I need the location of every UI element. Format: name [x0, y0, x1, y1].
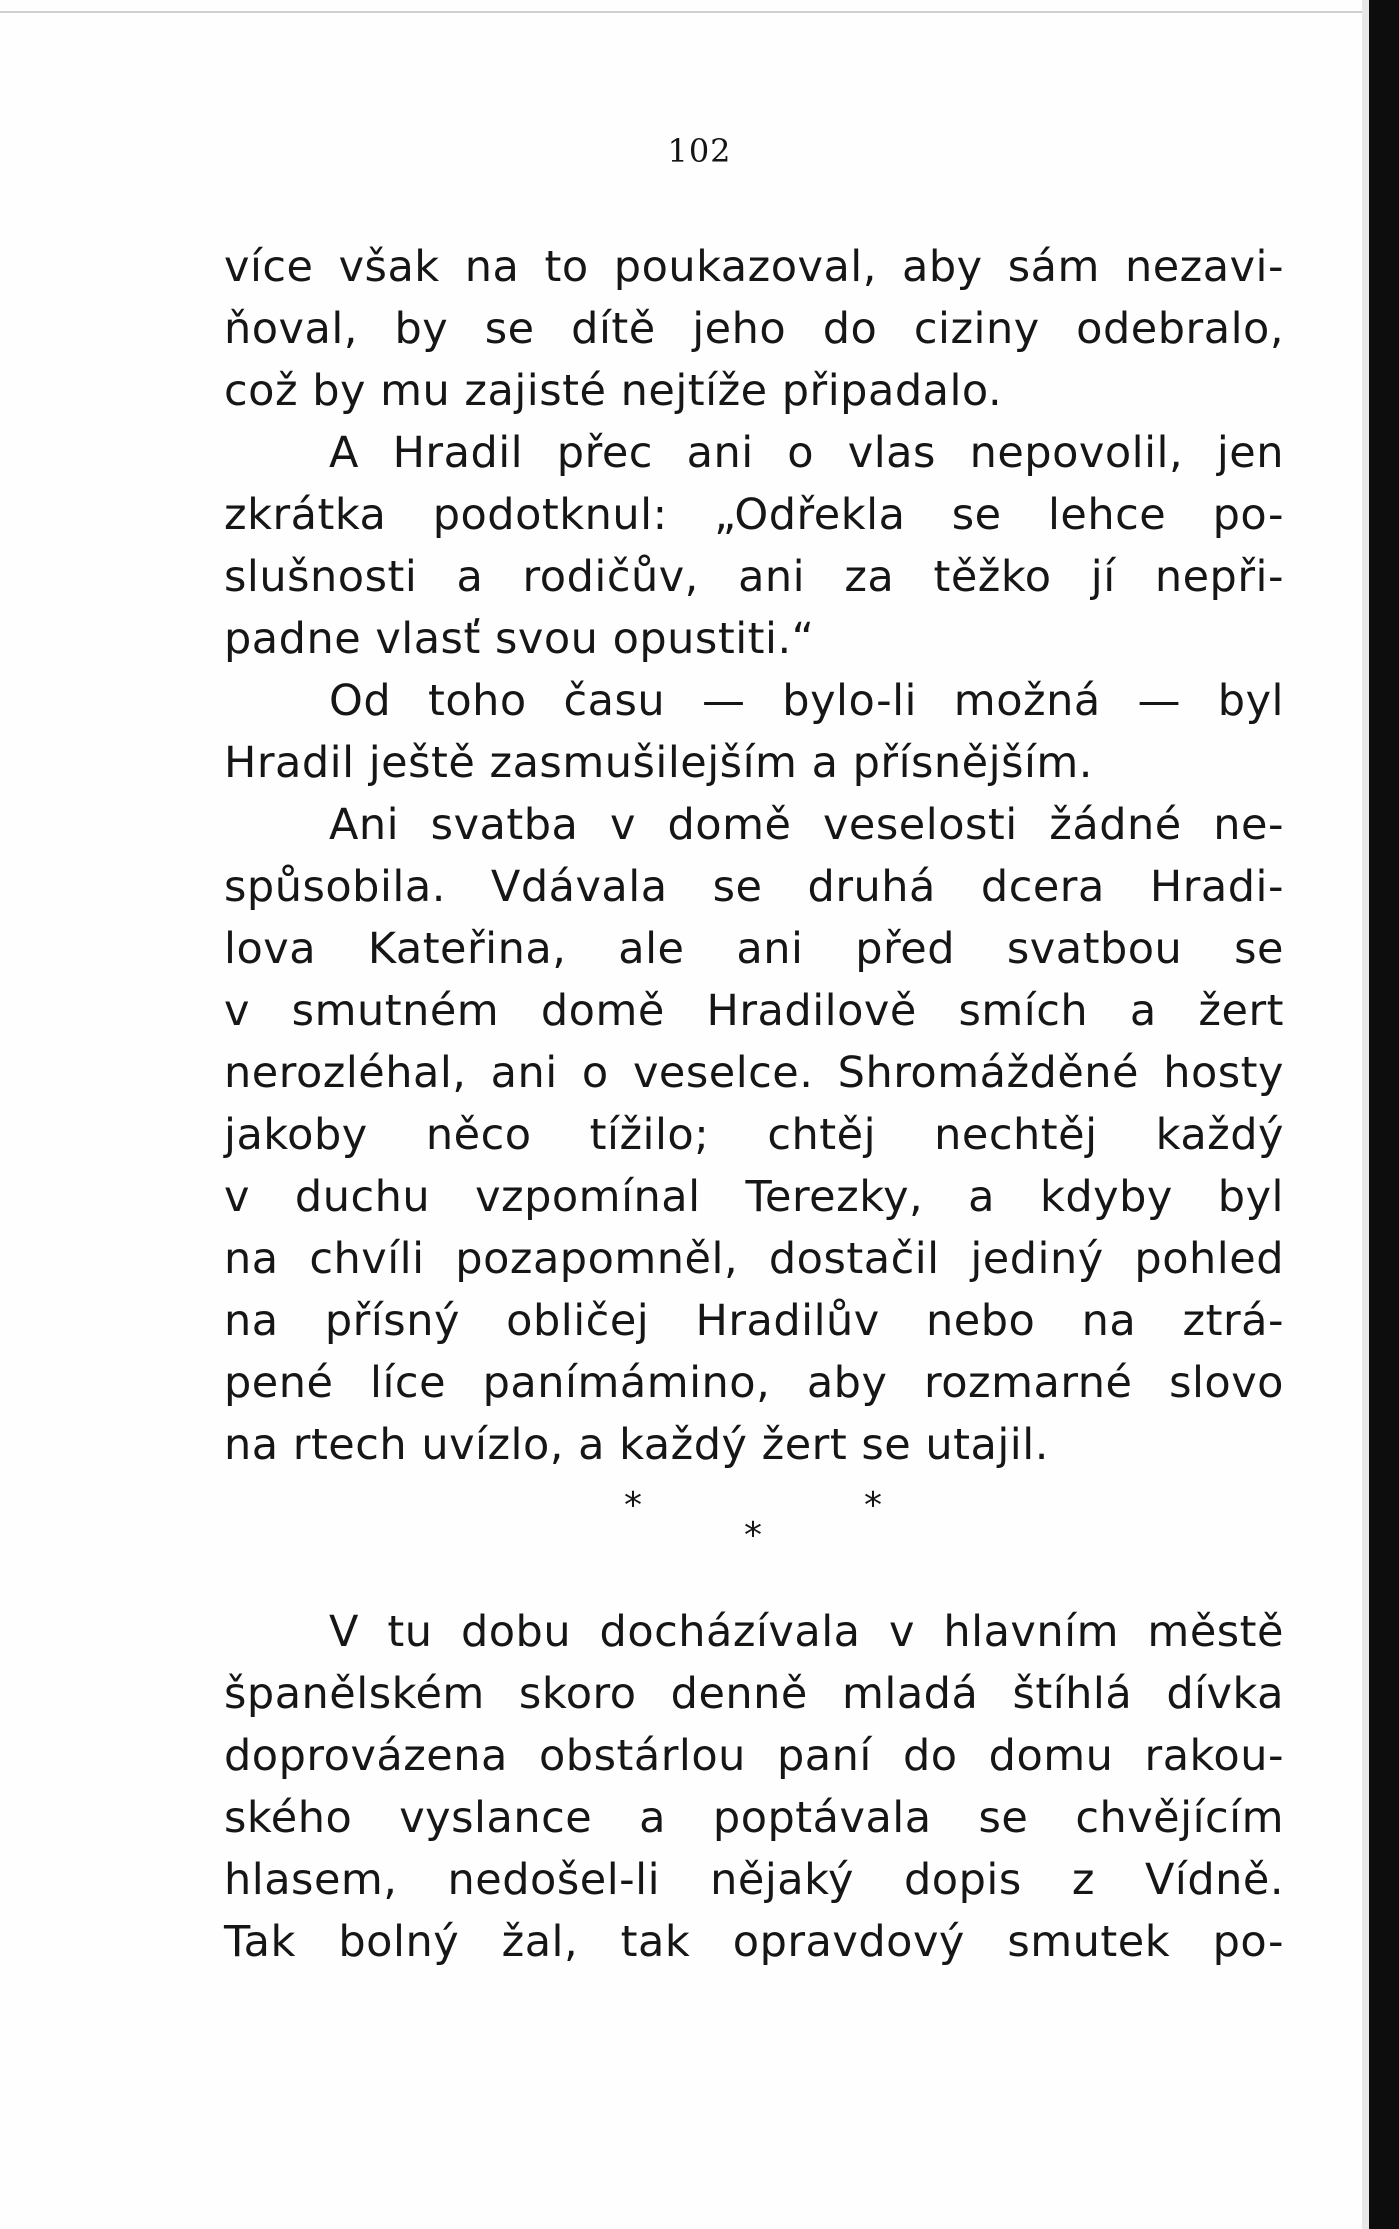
text-line: na přísný obličej Hradilův nebo na ztrá-: [224, 1296, 1284, 1346]
text-line: v smutném domě Hradilově smích a žert: [224, 986, 1284, 1036]
text-line: A Hradil přec ani o vlas nepovolil, jen: [329, 428, 1284, 478]
body-text: [224, 236, 1284, 1973]
text-line: jakoby něco tížilo; chtěj nechtěj každý: [224, 1110, 1284, 1160]
text-line: v duchu vzpomínal Terezky, a kdyby byl: [224, 1172, 1284, 1222]
page-scan-edge: [1369, 0, 1399, 2229]
text-line: doprovázena obstárlou paní do domu rakou-: [224, 1731, 1284, 1781]
text-line: Ani svatba v domě veselosti žádné ne-: [329, 800, 1284, 850]
text-line: na chvíli pozapomněl, dostačil jediný pohled: [224, 1234, 1284, 1284]
text-line: což by mu zajisté nejtíže připadalo.: [224, 366, 1003, 416]
text-line: více však na to poukazoval, aby sám nezavi-: [224, 242, 1284, 292]
text-line: lova Kateřina, ale ani před svatbou se: [224, 924, 1284, 974]
text-line: ského vyslance a poptávala se chvějícím: [224, 1793, 1284, 1843]
text-line: V tu dobu docházívala v hlavním městě: [329, 1607, 1284, 1657]
text-line: slušnosti a rodičův, ani za těžko jí nepři-: [224, 552, 1284, 602]
text-line: nerozléhal, ani o veselce. Shromážděné hosty: [224, 1048, 1284, 1098]
text-line: Od toho času — bylo-li možná — byl: [329, 676, 1284, 726]
text-line: padne vlasť svou opustiti.“: [224, 614, 815, 664]
text-line: Hradil ještě zasmušilejším a přísnějším.: [224, 738, 1093, 788]
page-gutter-shadow: [1362, 0, 1369, 2229]
text-line: pené líce panímámino, aby rozmarné slovo: [224, 1358, 1284, 1408]
text-line: hlasem, nedošel-li nějaký dopis z Vídně.: [224, 1855, 1284, 1905]
section-separator: [224, 1476, 1284, 1601]
text-line: španělském skoro denně mladá štíhlá dívka: [224, 1669, 1284, 1719]
text-line: ňoval, by se dítě jeho do ciziny odebralo,: [224, 304, 1284, 354]
text-line: zkrátka podotknul: „Odřekla se lehce po-: [224, 490, 1284, 540]
text-line: na rtech uvízlo, a každý žert se utajil.: [224, 1420, 1049, 1470]
page-top-edge: [0, 11, 1369, 13]
page-number: 102: [667, 132, 732, 170]
text-line: spůsobila. Vdávala se druhá dcera Hradi-: [224, 862, 1284, 912]
text-line: Tak bolný žal, tak opravdový smutek po-: [224, 1917, 1284, 1967]
separator-star: *: [624, 1485, 642, 1526]
separator-star: *: [744, 1515, 762, 1556]
separator-star: *: [864, 1485, 882, 1526]
